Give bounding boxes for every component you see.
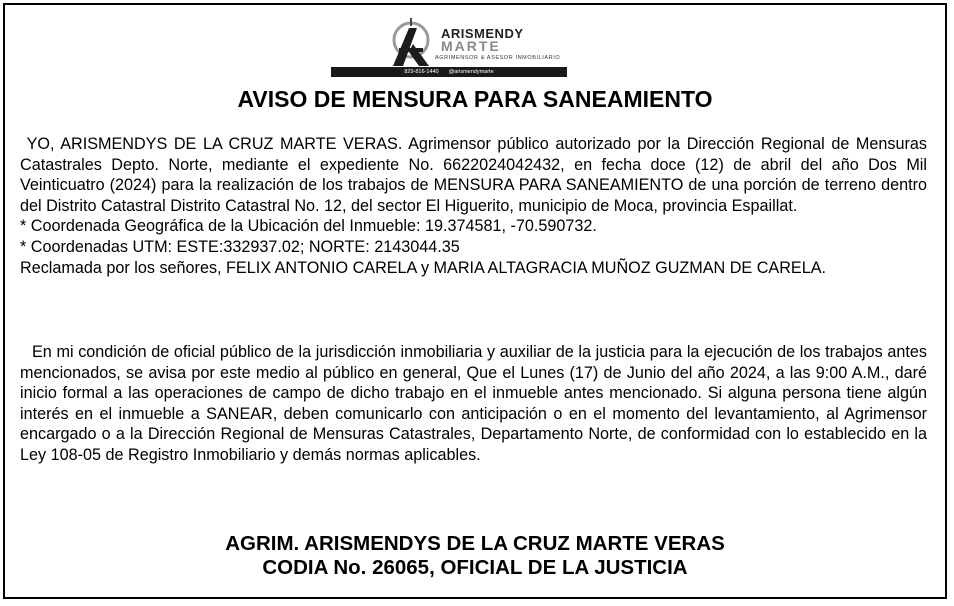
signature-name: AGRIM. ARISMENDYS DE LA CRUZ MARTE VERAS (225, 532, 725, 555)
logo-name-secondary: MARTE (441, 38, 501, 54)
paragraph-1-intro: YO, ARISMENDYS DE LA CRUZ MARTE VERAS. Agrimensor público autorizado por la Dirección Regional de Mensuras Catastrales Depto. Norte, mediante el expediente No. 6622024042432, en fecha doce (12) de abril del año Dos Mil Veinticuatro (2024) para la realización de los trabajos de MENSURA PARA SANEAMIENTO de una porción de terreno dentro del Distrito Catastral Distrito Catastral No. 12, del sector El Higuerito, municipio de Moca, provincia Espaillat. (20, 135, 932, 215)
utm-coordinate: * Coordenadas UTM: ESTE:332937.02; NORTE: 2143044.35 (20, 237, 460, 256)
logo-subtitle: AGRIMENSOR & ASESOR INMOBILIARIO (435, 55, 561, 61)
compass-logo-icon (383, 18, 439, 70)
notice-paragraph-2: En mi condición de oficial público de la jurisdicción inmobiliaria y auxiliar de la justicia para la ejecución de los trabajos antes mencionados, se avisa por este medio al público en general, Que el Lunes (17) de Junio del año 2024, a las 9:00 A.M., daré inicio formal a las operaciones de campo de dicho trabajo en el inmueble antes mencionado. Si alguna persona tiene algún interés en el inmueble a SANEAR, deben comunicarlo con anticipación o en el momento del levantamiento, al Agrimensor encargado o a la Dirección Regional de Mensuras Catastrales, Departamento Norte, de conformidad con lo establecido en la Ley 108-05 de Registro Inmobiliario y demás normas aplicables. (20, 343, 927, 464)
notice-paragraph-1 (20, 134, 932, 278)
logo-phone: 829-816-1440 (404, 69, 439, 75)
claimants: Reclamada por los señores, FELIX ANTONIO CARELA y MARIA ALTAGRACIA MUÑOZ GUZMAN DE CARELA. (20, 258, 827, 277)
geographic-coordinate: * Coordenada Geográfica de la Ubicación del Inmueble: 19.374581, -70.590732. (20, 217, 597, 236)
notice-title: AVISO DE MENSURA PARA SANEAMIENTO (237, 86, 713, 112)
logo (383, 14, 561, 80)
signature-credential: CODIA No. 26065, OFICIAL DE LA JUSTICIA (262, 556, 688, 579)
logo-name: ARISMENDY (441, 26, 524, 41)
logo-handle: @arismendymarte (448, 69, 494, 75)
logo-contact-bar (331, 67, 567, 77)
